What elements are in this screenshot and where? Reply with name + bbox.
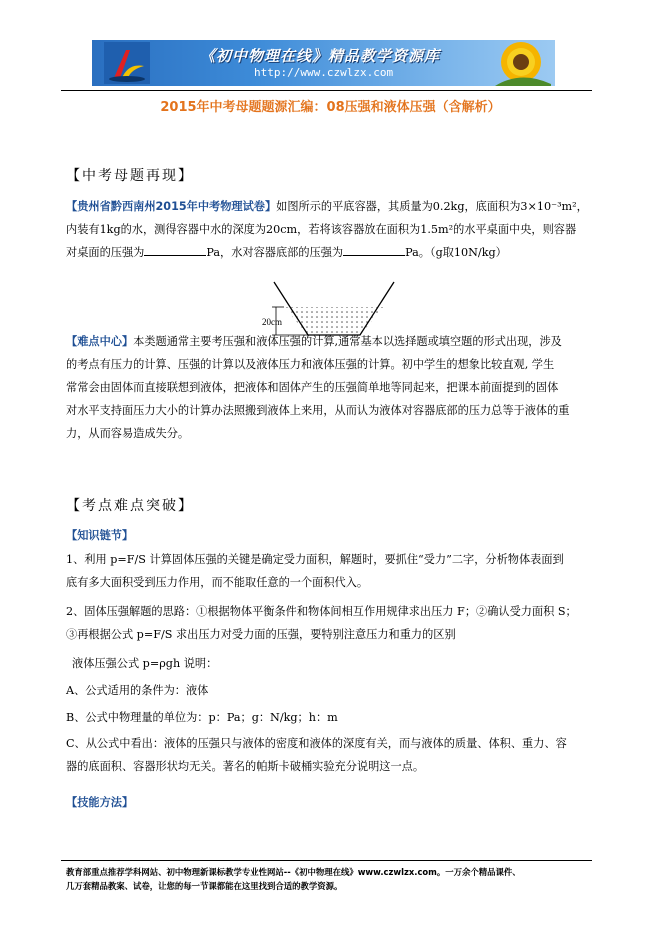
knowledge-label: 【知识链节】 <box>66 529 134 542</box>
knowledge-text-line: 1、利用 p=F/S 计算固体压强的关键是确定受力面积，解题时，要抓住“受力”二字，分析物体表面到 <box>66 553 564 566</box>
problem-source-label: 【贵州省黔西南州2015年中考物理试卷】 <box>66 200 277 213</box>
knowledge-text-line: ③再根据公式 p=F/S 求出压力对受力面的压强，要特别注意压力和重力的区别 <box>66 628 456 641</box>
header-banner <box>92 40 555 86</box>
sunflower-icon <box>491 40 551 86</box>
difficulty-text-line: 常常会由固体而直接联想到液体，把液体和固体产生的压强简单地等同起来，把课本前面提到的固体 <box>66 381 559 394</box>
section-heading-breakthrough: 【考点难点突破】 <box>66 498 194 514</box>
footer-note <box>66 865 596 893</box>
difficulty-paragraph <box>66 330 586 445</box>
difficulty-text-line: 力，从而容易造成失分。 <box>66 427 190 440</box>
skills-label: 【技能方法】 <box>66 796 134 809</box>
banner-url: http://www.czwlzx.com <box>254 66 394 79</box>
point-c-text-line: 器的底面积、容器形状均无关。著名的帕斯卡破桶实验充分说明这一点。 <box>66 760 425 773</box>
difficulty-text-line: 本类题通常主要考压强和液体压强的计算,通常基本以选择题或填空题的形式出现，涉及 <box>133 335 562 348</box>
problem-text-line: Pa，水对容器底部的压强为 <box>206 246 344 259</box>
point-b-line: B、公式中物理量的单位为：p：Pa；g：N/kg；h：m <box>66 711 338 724</box>
banner-title: 《初中物理在线》精品教学资源库 <box>200 47 441 65</box>
problem-paragraph <box>66 195 586 264</box>
point-c-paragraph <box>66 732 586 778</box>
difficulty-text-line: 的考点有压力的计算、压强的计算以及液体压力和液体压强的计算。初中学生的想象比较直观, 学生 <box>66 358 555 371</box>
footer-line: 几万套精品教案、试卷，让您的每一节课都能在这里找到合适的教学资源。 <box>66 881 343 891</box>
knowledge-item-1 <box>66 548 586 594</box>
answer-blank[interactable] <box>343 244 405 256</box>
site-logo-icon <box>104 42 150 84</box>
point-a-line: A、公式适用的条件为：液体 <box>66 684 209 697</box>
knowledge-item-2 <box>66 600 586 646</box>
difficulty-text-line: 对水平支持面压力大小的计算办法照搬到液体上来用，从而认为液体对容器底部的压力总等于液体的重 <box>66 404 570 417</box>
section-heading-exam-problem: 【中考母题再现】 <box>66 168 194 184</box>
knowledge-text-line: 底有多大面积受到压力作用，而不能取任意的一个面积代入。 <box>66 576 369 589</box>
depth-label: 20cm <box>262 317 282 327</box>
point-c-text-line: C、从公式中看出：液体的压强只与液体的密度和液体的深度有关，而与液体的质量、体积、重力、容 <box>66 737 567 750</box>
problem-text-line: 如图所示的平底容器，其质量为0.2kg，底面积为3×10⁻³m²， <box>276 200 588 213</box>
footer-divider <box>61 860 592 861</box>
problem-text-line: 对桌面的压强为 <box>66 246 145 259</box>
difficulty-label: 【难点中心】 <box>66 335 134 348</box>
liquid-formula-line: 液体压强公式 p=ρgh 说明： <box>72 657 218 670</box>
problem-text-line: Pa。（g取10N/kg） <box>405 246 507 259</box>
document-title: 2015年中考母题题源汇编：08压强和液体压强（含解析） <box>160 100 501 115</box>
header-divider <box>61 90 592 91</box>
problem-text-line: 内装有1kg的水，测得容器中水的深度为20cm，若将该容器放在面积为1.5m²的水平桌面中央，则容器 <box>66 223 577 236</box>
knowledge-text-line: 2、固体压强解题的思路：①根据物体平衡条件和物体间相互作用规律求出压力 F；②确认受力面积 S； <box>66 605 577 618</box>
answer-blank[interactable] <box>144 244 206 256</box>
footer-line: 教育部重点推荐学科网站、初中物理新课标教学专业性网站--《初中物理在线》www.czwlzx.com。一万余个精品课件、 <box>66 867 521 877</box>
